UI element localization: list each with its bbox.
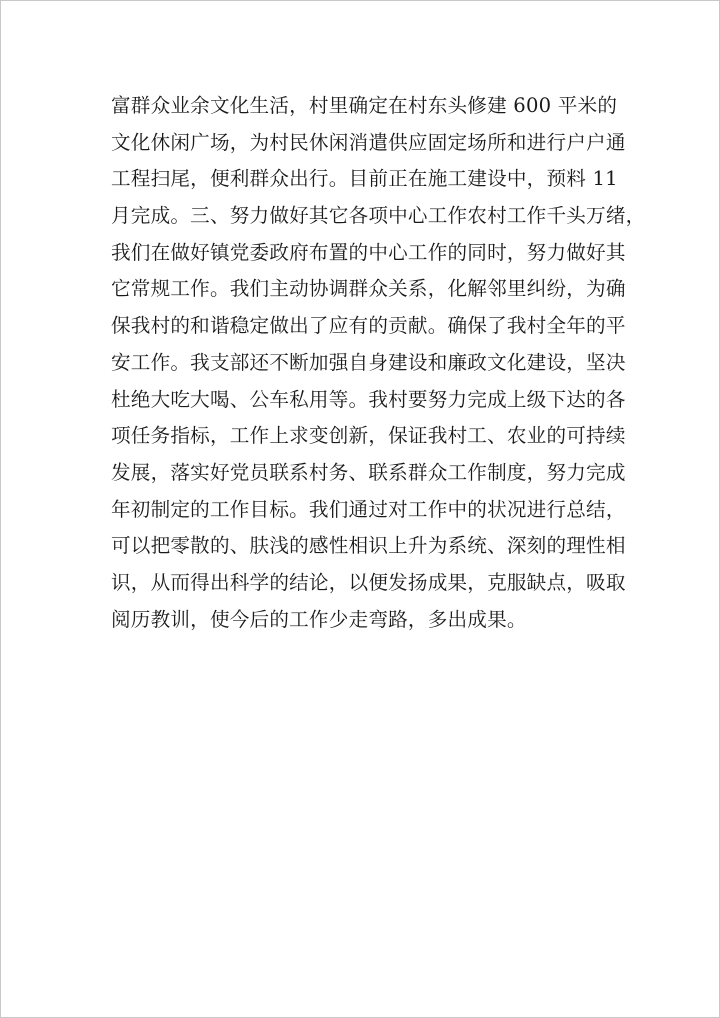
text-line: 年初制定的工作目标。我们通过对工作中的状况进行总结， <box>111 497 626 521</box>
body-paragraph <box>111 88 646 638</box>
text-line: 阅历教训，使今后的工作少走弯路，多出成果。 <box>111 607 527 631</box>
text-line: 可以把零散的、肤浅的感性相识上升为系统、深刻的理性相 <box>111 534 626 558</box>
text-line: 项任务指标，工作上求变创新，保证我村工、农业的可持续 <box>111 424 626 448</box>
text-line: 发展，落实好党员联系村务、联系群众工作制度，努力完成 <box>111 460 626 484</box>
text-line: 我们在做好镇党委政府布置的中心工作的同时，努力做好其 <box>111 240 626 264</box>
text-line: 识，从而得出科学的结论，以便发扬成果，克服缺点，吸取 <box>111 570 626 594</box>
text-line: 富群众业余文化生活，村里确定在村东头修建 600 平米的 <box>111 94 618 117</box>
text-line: 保我村的和谐稳定做出了应有的贡献。确保了我村全年的平 <box>111 314 626 338</box>
text-line: 工程扫尾，便利群众出行。目前正在施工建设中，预料 11 <box>111 167 618 191</box>
text-line: 它常规工作。我们主动协调群众关系，化解邻里纠纷，为确 <box>111 277 626 301</box>
text-line: 月完成。三、努力做好其它各项中心工作农村工作千头万绪， <box>111 204 646 228</box>
text-line: 杜绝大吃大喝、公车私用等。我村要努力完成上级下达的各 <box>111 387 626 411</box>
text-line: 安工作。我支部还不断加强自身建设和廉政文化建设，坚决 <box>111 350 626 374</box>
text-line: 文化休闲广场，为村民休闲消遣供应固定场所和进行户户通 <box>111 130 626 154</box>
